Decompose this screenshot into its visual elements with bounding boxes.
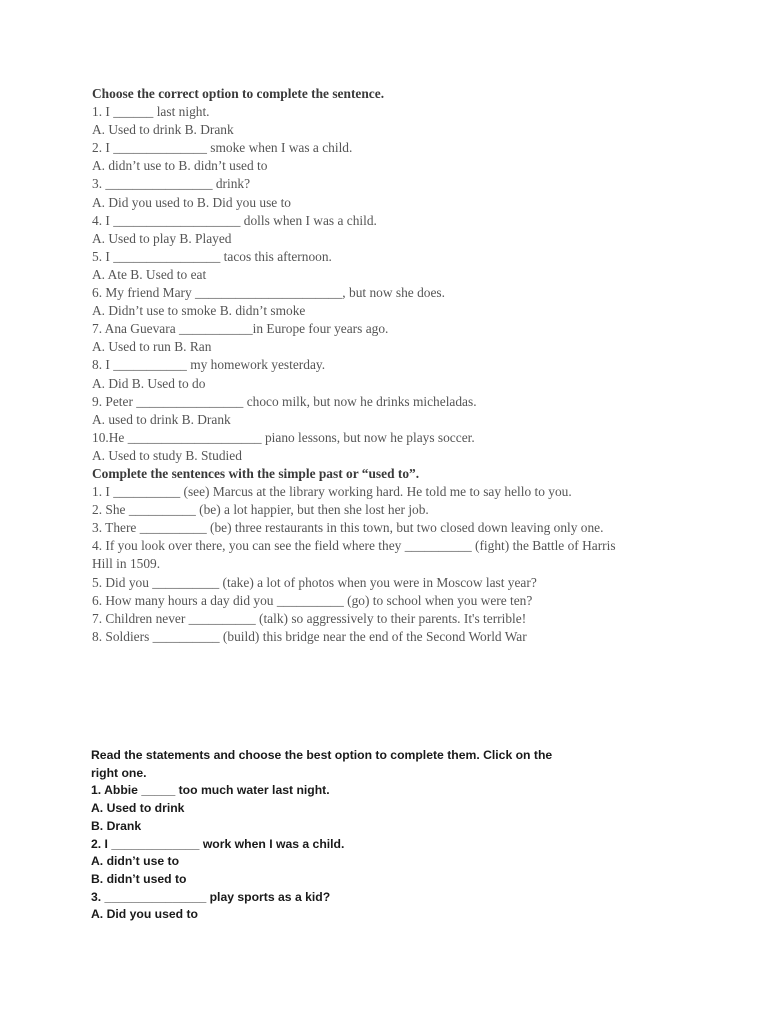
fill-in-line: 4. If you look over there, you can see the field where they __________ (fight) the Battle of Harris Hill in 1509. — [92, 538, 619, 572]
option-line: A. Did you used to B. Did you use to — [92, 194, 291, 210]
option-line: A. Used to play B. Played — [92, 230, 232, 246]
exercise-3-heading: Read the statements and choose the best option to complete them. Click on the right one. — [91, 748, 556, 780]
fill-in-line: 5. Did you __________ (take) a lot of photos when you were in Moscow last year? — [92, 574, 537, 590]
fill-in-line: 6. How many hours a day did you __________ (go) to school when you were ten? — [92, 592, 533, 608]
fill-in-line: 2. She __________ (be) a lot happier, but then she lost her job. — [92, 502, 429, 518]
option-line: B. Drank — [91, 818, 142, 833]
question-line: 5. I ________________ tacos this afternoon. — [92, 248, 332, 264]
exercise-section-sans — [91, 747, 581, 924]
question-line: 3. ________________ drink? — [92, 176, 251, 192]
option-line: A. didn’t use to B. didn’t used to — [92, 158, 268, 174]
option-line: A. Used to run B. Ran — [92, 339, 212, 355]
question-line: 10.He ____________________ piano lessons, but now he plays soccer. — [92, 429, 475, 445]
option-line: A. Used to study B. Studied — [92, 447, 242, 463]
option-line: A. Used to drink B. Drank — [92, 122, 234, 138]
exercise-1-heading: Choose the correct option to complete the sentence. — [92, 86, 385, 101]
question-line: 3. _______________ play sports as a kid? — [91, 889, 331, 904]
option-line: A. Used to drink — [91, 801, 185, 816]
option-line: A. Didn’t use to smoke B. didn’t smoke — [92, 303, 306, 319]
question-line: 1. I ______ last night. — [92, 104, 210, 120]
exercise-section-serif — [92, 85, 632, 646]
fill-in-line: 3. There __________ (be) three restaurants in this town, but two closed down leaving only one. — [92, 520, 604, 536]
question-line: 2. I _____________ work when I was a child. — [91, 836, 345, 851]
option-line: B. didn’t used to — [91, 871, 187, 886]
question-line: 8. I ___________ my homework yesterday. — [92, 357, 326, 373]
fill-in-line: 8. Soldiers __________ (build) this bridge near the end of the Second World War — [92, 628, 527, 644]
question-line: 9. Peter ________________ choco milk, but now he drinks micheladas. — [92, 393, 477, 409]
question-line: 2. I ______________ smoke when I was a child. — [92, 140, 353, 156]
option-line: A. didn’t use to — [91, 854, 180, 869]
option-line: A. Did B. Used to do — [92, 375, 206, 391]
exercise-2-heading: Complete the sentences with the simple past or “used to”. — [92, 465, 420, 481]
fill-in-line: 1. I __________ (see) Marcus at the library working hard. He told me to say hello to you. — [92, 484, 572, 500]
question-line: 4. I ___________________ dolls when I was a child. — [92, 212, 377, 228]
option-line: A. used to drink B. Drank — [92, 411, 231, 427]
option-line: A. Did you used to — [91, 907, 198, 922]
fill-in-line: 7. Children never __________ (talk) so aggressively to their parents. It's terrible! — [92, 610, 527, 626]
question-line: 1. Abbie _____ too much water last night. — [91, 783, 330, 798]
question-line: 7. Ana Guevara ___________in Europe four years ago. — [92, 321, 389, 337]
question-line: 6. My friend Mary ______________________, but now she does. — [92, 285, 445, 301]
option-line: A. Ate B. Used to eat — [92, 266, 207, 282]
